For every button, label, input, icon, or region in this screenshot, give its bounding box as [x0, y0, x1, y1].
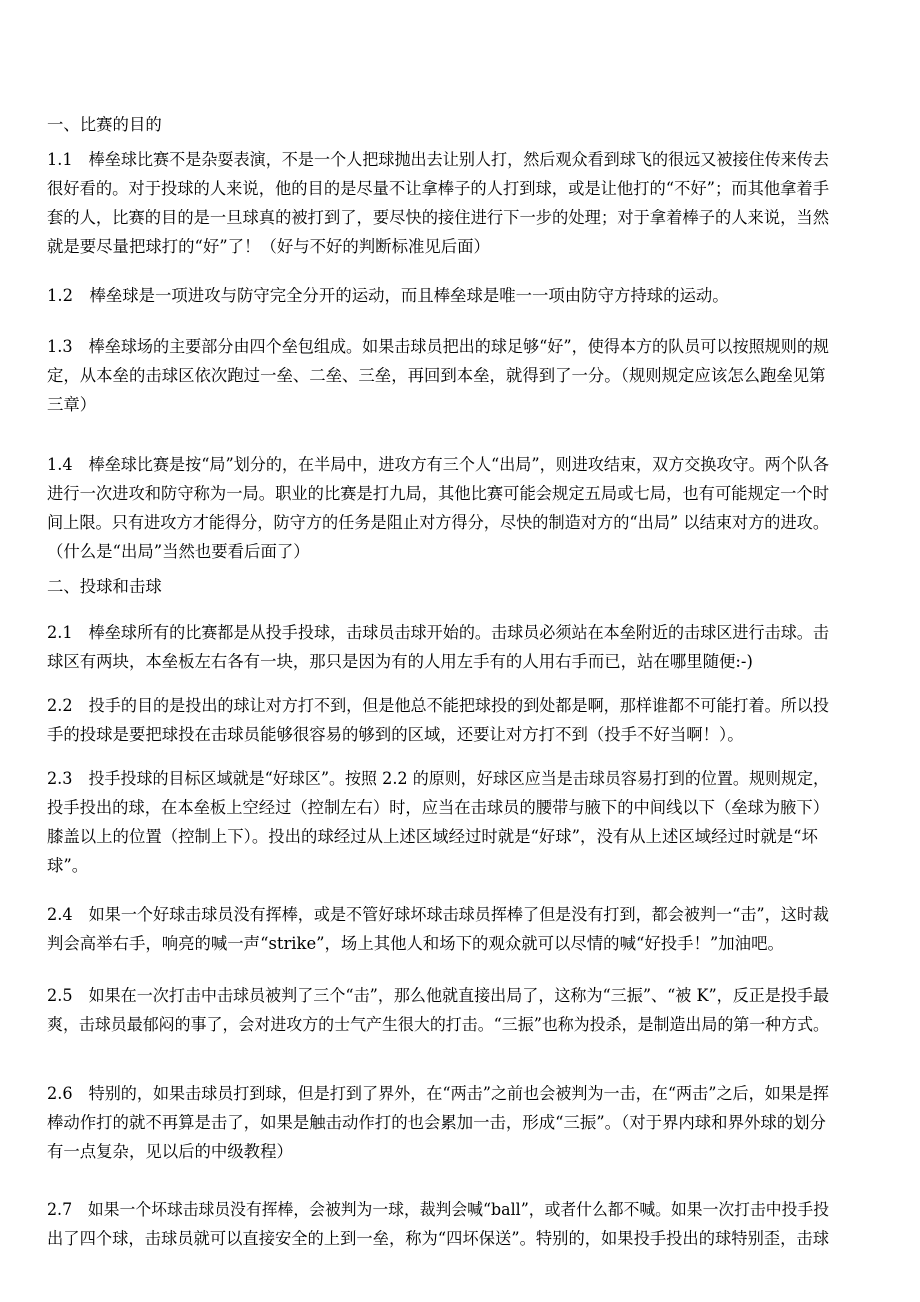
text-line: 定，从本垒的击球区依次跑过一垒、二垒、三垒，再回到本垒，就得到了一分。（规则规定应该怎么跑垒见第 [47, 366, 826, 385]
text-line: 2.2 投手的目的是投出的球让对方打不到，但是他总不能把球投的到处都是啊，那样谁都不可能打着。所以投 [47, 696, 829, 715]
text-line: 2.1 棒垒球所有的比赛都是从投手投球，击球员击球开始的。击球员必须站在本垒附近的击球区进行击球。击 [47, 623, 829, 642]
text-line: 一、比赛的目的 [47, 115, 162, 134]
text-line: 棒动作打的就不再算是击了，如果是触击动作打的也会累加一击，形成“三振”。（对于界内球和界外球的划分 [47, 1113, 826, 1132]
text-line: 2.4 如果一个好球击球员没有挥棒，或是不管好球坏球击球员挥棒了但是没有打到，都会被判一“击”，这时裁 [47, 905, 829, 924]
text-line: 手的投球是要把球投在击球员能够很容易的够到的区域，还要让对方打不到（投手不好当啊！）。 [47, 725, 744, 744]
text-line: 2.6 特别的，如果击球员打到球，但是打到了界外，在“两击”之前也会被判为一击，在“两击”之后，如果是挥 [47, 1084, 829, 1103]
text-line: 2.5 如果在一次打击中击球员被判了三个“击”，那么他就直接出局了，这称为“三振”、“被 K”，反正是投手最 [47, 986, 829, 1005]
text-line: 间上限。只有进攻方才能得分，防守方的任务是阻止对方得分，尽快的制造对方的“出局” 以结束对方的进攻。 [47, 513, 829, 532]
text-line: 球区有两块，本垒板左右各有一块，那只是因为有的人用左手有的人用右手而已，站在哪里随便:-) [47, 652, 753, 671]
text-line: 有一点复杂，见以后的中级教程） [47, 1142, 293, 1161]
text-line: 就是要尽量把球打的“好”了！（好与不好的判断标准见后面） [47, 237, 490, 256]
text-line: 进行一次进攻和防守称为一局。职业的比赛是打九局，其他比赛可能会规定五局或七局，也有可能规定一个时 [47, 484, 829, 503]
text-line: 膝盖以上的位置（控制上下）。投出的球经过从上述区域经过时就是“好球”，没有从上述区域经过时就是“坏 [47, 827, 818, 846]
text-line: 1.2 棒垒球是一项进攻与防守完全分开的运动，而且棒垒球是唯一一项由防守方持球的运动。 [47, 286, 729, 305]
text-line: 爽，击球员最郁闷的事了，会对进攻方的士气产生很大的打击。“三振”也称为投杀，是制造出局的第一种方式。 [47, 1015, 829, 1034]
text-line: 三章） [47, 395, 97, 414]
text-line: 1.3 棒垒球场的主要部分由四个垒包组成。如果击球员把出的球足够“好”，使得本方的队员可以按照规则的规 [47, 337, 829, 356]
text-line: 球”。 [47, 856, 89, 875]
text-line: （什么是“出局”当然也要看后面了） [47, 542, 310, 561]
text-line: 投手投出的球，在本垒板上空经过（控制左右）时，应当在击球员的腰带与腋下的中间线以下（垒球为腋下） [47, 798, 829, 817]
text-line: 2.3 投手投球的目标区域就是“好球区”。按照 2.2 的原则，好球区应当是击球员容易打到的位置。规则规定， [47, 769, 829, 788]
text-line: 1.4 棒垒球比赛是按“局”划分的，在半局中，进攻方有三个人“出局”，则进攻结束，双方交换攻守。两个队各 [47, 455, 829, 474]
text-line: 二、投球和击球 [47, 577, 162, 596]
text-line: 1.1 棒垒球比赛不是杂耍表演，不是一个人把球抛出去让别人打，然后观众看到球飞的很远又被接住传来传去 [47, 150, 829, 169]
text-line: 很好看的。对于投球的人来说，他的目的是尽量不让拿棒子的人打到球，或是让他打的“不好”；而其他拿着手 [47, 179, 829, 198]
text-line: 2.7 如果一个坏球击球员没有挥棒，会被判为一球，裁判会喊“ball”，或者什么都不喊。如果一次打击中投手投 [47, 1200, 829, 1219]
text-line: 出了四个球，击球员就可以直接安全的上到一垒，称为“四坏保送”。特别的，如果投手投出的球特别歪，击球 [47, 1229, 829, 1248]
text-line: 套的人，比赛的目的是一旦球真的被打到了，要尽快的接住进行下一步的处理；对于拿着棒子的人来说，当然 [47, 208, 829, 227]
text-line: 判会高举右手，响亮的喊一声“strike”，场上其他人和场下的观众就可以尽情的喊“好投手！”加油吧。 [47, 934, 784, 953]
